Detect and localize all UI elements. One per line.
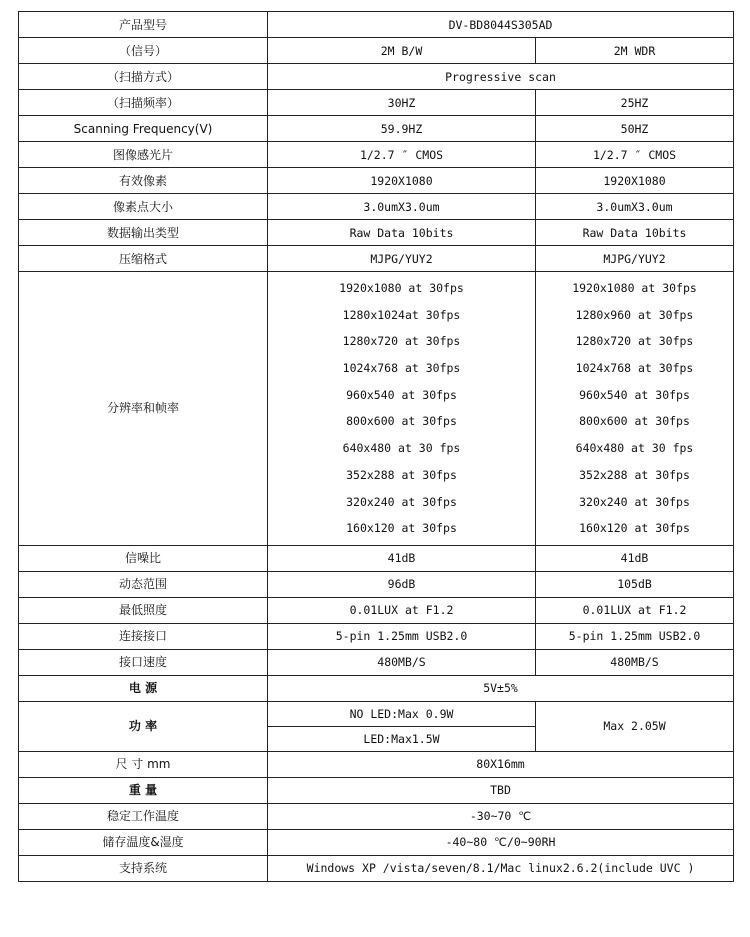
label-weight: 重 量 — [19, 777, 268, 803]
row-speed — [19, 649, 734, 675]
label-output: 数据输出类型 — [19, 220, 268, 246]
resolution-item: 800x600 at 30fps — [579, 414, 690, 429]
value-model: DV-BD8044S305AD — [268, 12, 734, 38]
resolution-item: 1024x768 at 30fps — [342, 361, 461, 376]
resolution-item: 960x540 at 30fps — [346, 387, 457, 402]
value-interface-a: 5-pin 1.25mm USB2.0 — [268, 623, 536, 649]
row-scan-freq — [19, 90, 734, 116]
value-op-temp: -30~70 ℃ — [268, 803, 734, 829]
value-os: Windows XP /vista/seven/8.1/Mac linux2.6.2(include UVC ) — [268, 855, 734, 881]
value-min-lux-b: 0.01LUX at F1.2 — [536, 597, 734, 623]
value-power-supply: 5V±5% — [268, 675, 734, 701]
row-size — [19, 751, 734, 777]
resolution-item: 1280x960 at 30fps — [575, 307, 694, 322]
value-dynamic-range-b: 105dB — [536, 571, 734, 597]
value-output-b: Raw Data 10bits — [536, 220, 734, 246]
value-speed-b: 480MB/S — [536, 649, 734, 675]
label-size: 尺 寸 mm — [19, 751, 268, 777]
label-resolution: 分辨率和帧率 — [19, 272, 268, 546]
row-os — [19, 855, 734, 881]
resolution-item: 160x120 at 30fps — [346, 521, 457, 536]
resolution-item: 160x120 at 30fps — [579, 521, 690, 536]
row-output — [19, 220, 734, 246]
value-sensor-a: 1/2.7 ″ CMOS — [268, 142, 536, 168]
label-min-lux: 最低照度 — [19, 597, 268, 623]
label-sensor: 图像感光片 — [19, 142, 268, 168]
value-power-b: Max 2.05W — [536, 701, 734, 751]
row-snr — [19, 545, 734, 571]
resolution-item: 320x240 at 30fps — [579, 494, 690, 509]
resolution-item: 1024x768 at 30fps — [575, 361, 694, 376]
label-model: 产品型号 — [19, 12, 268, 38]
value-interface-b: 5-pin 1.25mm USB2.0 — [536, 623, 734, 649]
value-power-no-led: NO LED:Max 0.9W — [268, 701, 536, 726]
row-scan-freq-v — [19, 116, 734, 142]
resolution-item: 1920x1080 at 30fps — [572, 281, 697, 295]
resolution-item: 320x240 at 30fps — [346, 494, 457, 509]
label-op-temp: 稳定工作温度 — [19, 803, 268, 829]
resolution-list-a — [268, 272, 536, 546]
resolution-item: 352x288 at 30fps — [346, 467, 457, 482]
resolution-item: 960x540 at 30fps — [579, 387, 690, 402]
resolution-item: 1280x1024at 30fps — [342, 307, 461, 322]
value-dynamic-range-a: 96dB — [268, 571, 536, 597]
value-min-lux-a: 0.01LUX at F1.2 — [268, 597, 536, 623]
label-scan-mode: （扫描方式） — [19, 64, 268, 90]
row-pixel-size — [19, 194, 734, 220]
value-compression-a: MJPG/YUY2 — [268, 246, 536, 272]
spec-table — [18, 11, 734, 882]
row-sensor — [19, 142, 734, 168]
value-scan-freq-v-b: 50HZ — [536, 116, 734, 142]
value-scan-freq-v-a: 59.9HZ — [268, 116, 536, 142]
row-power-supply — [19, 675, 734, 701]
label-power: 功 率 — [19, 701, 268, 751]
row-power — [19, 701, 734, 726]
row-compression — [19, 246, 734, 272]
value-pixel-size-b: 3.0umX3.0um — [536, 194, 734, 220]
value-weight: TBD — [268, 777, 734, 803]
resolution-item: 800x600 at 30fps — [346, 414, 457, 429]
resolution-item: 352x288 at 30fps — [579, 467, 690, 482]
label-interface: 连接接口 — [19, 623, 268, 649]
label-power-supply: 电 源 — [19, 675, 268, 701]
value-speed-a: 480MB/S — [268, 649, 536, 675]
row-min-lux — [19, 597, 734, 623]
row-pixels — [19, 168, 734, 194]
value-signal-a: 2M B/W — [268, 38, 536, 64]
value-scan-mode: Progressive scan — [268, 64, 734, 90]
value-scan-freq-b: 25HZ — [536, 90, 734, 116]
value-storage: -40~80 ℃/0~90RH — [268, 829, 734, 855]
value-scan-freq-a: 30HZ — [268, 90, 536, 116]
value-power-led: LED:Max1.5W — [268, 726, 536, 751]
label-compression: 压缩格式 — [19, 246, 268, 272]
row-resolution — [19, 272, 734, 546]
label-storage: 储存温度&湿度 — [19, 829, 268, 855]
label-scan-freq-v: Scanning Frequency(V) — [19, 116, 268, 142]
label-scan-freq: （扫描频率） — [19, 90, 268, 116]
resolution-item: 640x480 at 30 fps — [575, 441, 694, 456]
value-pixels-b: 1920X1080 — [536, 168, 734, 194]
label-signal: （信号） — [19, 38, 268, 64]
resolution-item: 640x480 at 30 fps — [342, 441, 461, 456]
label-dynamic-range: 动态范围 — [19, 571, 268, 597]
value-pixels-a: 1920X1080 — [268, 168, 536, 194]
value-sensor-b: 1/2.7 ″ CMOS — [536, 142, 734, 168]
resolution-item: 1280x720 at 30fps — [575, 334, 694, 349]
spec-sheet — [18, 11, 733, 882]
label-snr: 信噪比 — [19, 545, 268, 571]
row-op-temp — [19, 803, 734, 829]
value-pixel-size-a: 3.0umX3.0um — [268, 194, 536, 220]
label-pixels: 有效像素 — [19, 168, 268, 194]
value-output-a: Raw Data 10bits — [268, 220, 536, 246]
row-signal — [19, 38, 734, 64]
row-model — [19, 12, 734, 38]
row-weight — [19, 777, 734, 803]
label-speed: 接口速度 — [19, 649, 268, 675]
resolution-list-b — [536, 272, 734, 546]
row-scan-mode — [19, 64, 734, 90]
value-snr-b: 41dB — [536, 545, 734, 571]
value-signal-b: 2M WDR — [536, 38, 734, 64]
resolution-item: 1920x1080 at 30fps — [339, 281, 464, 295]
row-dynamic-range — [19, 571, 734, 597]
label-pixel-size: 像素点大小 — [19, 194, 268, 220]
value-compression-b: MJPG/YUY2 — [536, 246, 734, 272]
value-size: 80X16mm — [268, 751, 734, 777]
row-storage — [19, 829, 734, 855]
label-os: 支持系统 — [19, 855, 268, 881]
row-interface — [19, 623, 734, 649]
value-snr-a: 41dB — [268, 545, 536, 571]
resolution-item: 1280x720 at 30fps — [342, 334, 461, 349]
